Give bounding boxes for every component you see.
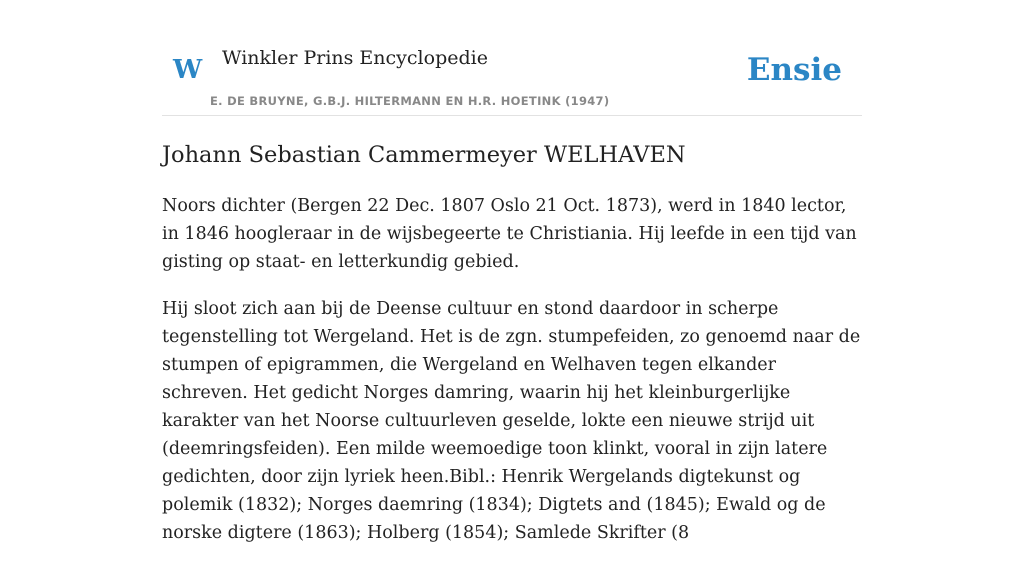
site-header [162,0,862,116]
article-paragraph: Hij sloot zich aan bij de Deense cultuur en stond daardoor in scherpe tegenstelling tot Wergeland. Het is de zgn. stumpefeiden, zo genoemd naar de stumpen of epigrammen, die Wergeland en Welhaven tegen elkander schreven. Het gedicht Norges damring, waarin hij het kleinburgerlijke karakter van het Noorse cultuurleven geselde, lokte een nieuwe strijd uit (deemringsfeiden). Een milde weemoedige toon klinkt, vooral in zijn latere gedichten, door zijn lyriek heen.Bibl.: Henrik Wergelands digtekunst og polemik (1832); Norges daemring (1834); Digtets and (1845); Ewald og de norske digtere (1863); Holberg (1854); Samlede Skrifter (8 [162,299,861,543]
article-body [162,192,862,566]
site-title[interactable]: Winkler Prins Encyclopedie [222,47,488,69]
winkler-prins-logo-icon[interactable]: W [173,55,203,85]
ensie-logo[interactable]: Ensie [746,52,842,88]
page [162,0,862,543]
article-paragraph: Noors dichter (Bergen 22 Dec. 1807 Oslo 21 Oct. 1873), werd in 1840 lector, in 1846 hoogleraar in de wijsbegeerte te Christiania. Hij leefde in een tijd van gisting op staat- en letterkundig gebied. [162,196,857,272]
authors-line: E. DE BRUYNE, G.B.J. HILTERMANN EN H.R. HOETINK (1947) [210,94,610,108]
article-title: Johann Sebastian Cammermeyer WELHAVEN [162,142,686,168]
